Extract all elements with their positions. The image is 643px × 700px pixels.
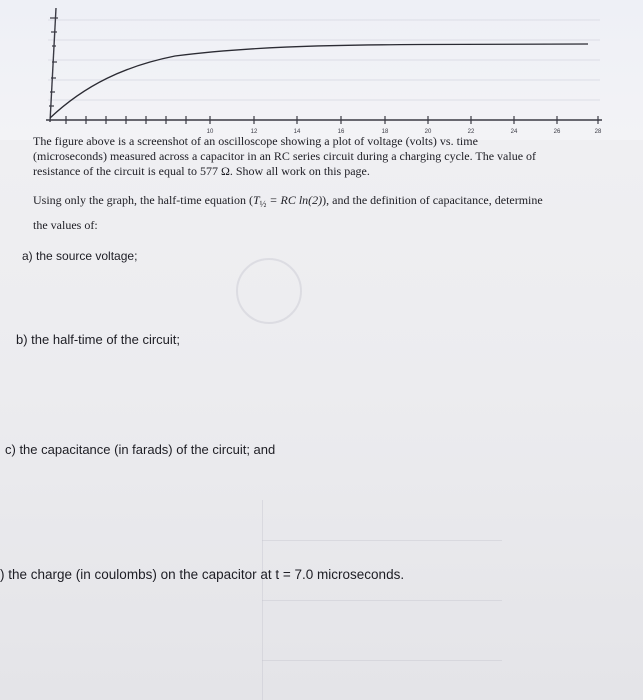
x-tick-label: 16 <box>337 129 345 135</box>
bleed-through-line <box>262 600 502 601</box>
half-time-equation-rhs: = RC ln(2) <box>266 193 323 207</box>
x-tick-label: 14 <box>293 129 301 135</box>
bleed-through-circle <box>236 258 302 324</box>
x-tick-label: 18 <box>381 129 389 135</box>
x-tick-label: 10 <box>206 129 214 135</box>
instruction-line-1 <box>33 193 543 212</box>
x-tick-label: 20 <box>424 129 432 135</box>
oscilloscope-graph <box>0 0 643 140</box>
bleed-through-line <box>262 660 502 661</box>
x-tick-label: 12 <box>250 129 258 135</box>
y-axis <box>50 8 56 122</box>
description-line-2: (microseconds) measured across a capacitor in an RC series circuit during a charging cycle. The value of <box>33 149 537 163</box>
x-tick-label: 24 <box>510 129 518 135</box>
half-time-subscript: ½ <box>259 199 267 209</box>
question-d: ) the charge (in coulombs) on the capacitor at t = 7.0 microseconds. <box>0 567 405 582</box>
instruction-line-2: the values of: <box>33 218 98 232</box>
instruction-text-end: ), and the definition of capacitance, determine <box>322 193 543 207</box>
x-tick-label: 22 <box>467 129 475 135</box>
instruction-text-start: Using only the graph, the half-time equation ( <box>33 193 253 207</box>
question-c: c) the capacitance (in farads) of the circuit; and <box>5 442 276 457</box>
question-a: a) the source voltage; <box>22 249 138 263</box>
bleed-through-line <box>262 540 502 541</box>
description-line-1: The figure above is a screenshot of an oscilloscope showing a plot of voltage (volts) vs. time <box>33 134 478 148</box>
description-line-3: resistance of the circuit is equal to 577 Ω. Show all work on this page. <box>33 164 370 178</box>
x-tick-label: 28 <box>594 129 602 135</box>
charging-curve <box>50 44 588 118</box>
half-time-symbol: T <box>252 193 260 207</box>
x-tick-label: 26 <box>553 129 561 135</box>
voltage-time-plot <box>0 0 643 140</box>
question-b: b) the half-time of the circuit; <box>16 332 181 347</box>
